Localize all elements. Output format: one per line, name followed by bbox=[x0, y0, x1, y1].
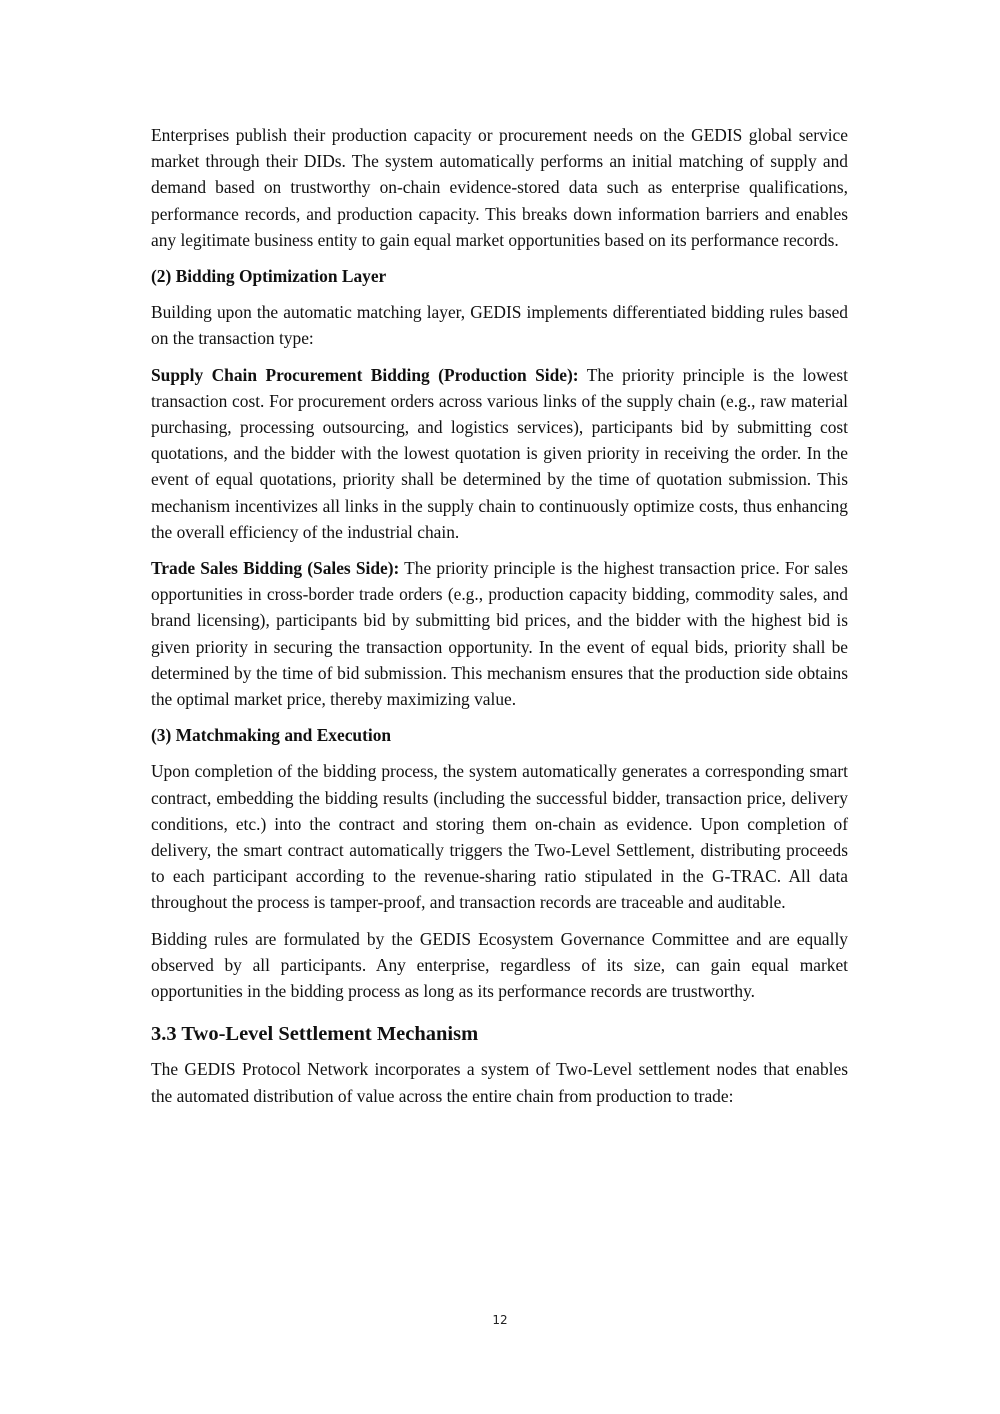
bidding-intro-paragraph: Building upon the automatic matching layer, GEDIS implements differentiated bidding rules based on the transaction type: bbox=[151, 302, 848, 349]
trade-sales-bidding-paragraph bbox=[151, 555, 848, 712]
supply-chain-bidding-body: The priority principle is the lowest transaction cost. For procurement orders across various links of the supply chain (e.g., raw material purchasing, processing outsourcing, and logistics services), participants bid by submitting cost quotations, and the bidder with the lowest quotation is given priority in receiving the order. In the event of equal quotations, priority shall be determined by the time of quotation submission. This mechanism incentivizes all links in the supply chain to continuously optimize costs, thus enhancing the overall efficiency of the industrial chain. bbox=[151, 364, 848, 542]
page-number: 12 bbox=[492, 1313, 508, 1327]
matchmaking-heading: (3) Matchmaking and Execution bbox=[151, 725, 392, 746]
bidding-optimization-heading: (2) Bidding Optimization Layer bbox=[151, 266, 387, 287]
supply-chain-bidding-paragraph bbox=[151, 362, 848, 545]
matchmaking-paragraph: Upon completion of the bidding process, the system automatically generates a corresponding smart contract, embedding the bidding results (including the successful bidder, transaction price, delivery conditions, etc.) into the contract and storing them on-chain as evidence. Upon completion of delivery, the smart contract automatically triggers the Two-Level Settlement, distributing proceeds to each participant according to the revenue-sharing ratio stipulated in the G-TRAC. All data throughout the process is tamper-proof, and transaction records are traceable and auditable. bbox=[151, 761, 848, 913]
intro-paragraph: Enterprises publish their production capacity or procurement needs on the GEDIS global service market through their DIDs. The system automatically performs an initial matching of supply and demand based on trustworthy on-chain evidence-stored data such as enterprise qualifications, performance records, and production capacity. This breaks down information barriers and enables any legitimate business entity to gain equal market opportunities based on its performance records. bbox=[151, 125, 848, 250]
settlement-intro-paragraph: The GEDIS Protocol Network incorporates a system of Two-Level settlement nodes that enables the automated distribution of value across the entire chain from production to trade: bbox=[151, 1059, 848, 1106]
supply-chain-bidding-lead: Supply Chain Procurement Bidding (Production Side): bbox=[151, 364, 579, 385]
bidding-rules-paragraph: Bidding rules are formulated by the GEDIS Ecosystem Governance Committee and are equally observed by all participants. Any enterprise, regardless of its size, can gain equal market opportunities in the bidding process as long as its performance records are trustworthy. bbox=[151, 928, 848, 1002]
section-heading-settlement: 3.3 Two-Level Settlement Mechanism bbox=[151, 1023, 479, 1046]
trade-sales-bidding-lead: Trade Sales Bidding (Sales Side): bbox=[151, 558, 400, 579]
page-body bbox=[151, 122, 848, 1119]
trade-sales-bidding-body: The priority principle is the highest transaction price. For sales opportunities in cross-border trade orders (e.g., production capacity bidding, commodity sales, and brand licensing), participants bid by submitting bid prices, and the bidder with the highest bid is given priority in securing the transaction opportunity. In the event of equal bids, priority shall be determined by the time of bid submission. This mechanism ensures that the production side obtains the optimal market price, thereby maximizing value. bbox=[151, 558, 848, 710]
